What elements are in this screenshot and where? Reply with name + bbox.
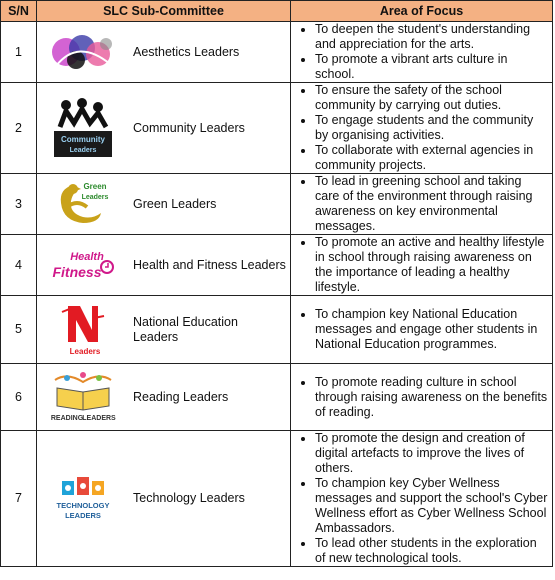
table-row (1, 431, 553, 567)
committee-cell (37, 22, 291, 83)
table-row (1, 83, 553, 174)
row-sn: 6 (1, 364, 37, 431)
focus-cell (291, 431, 553, 567)
table-row (1, 174, 553, 235)
focus-cell (291, 174, 553, 235)
table-row (1, 296, 553, 364)
row-sn: 3 (1, 174, 37, 235)
green-leaders-logo (43, 177, 123, 231)
focus-cell (291, 296, 553, 364)
committee-name: Technology Leaders (133, 491, 245, 505)
focus-cell (291, 83, 553, 174)
svg-text:LEADERS: LEADERS (65, 510, 101, 520)
focus-cell (291, 22, 553, 83)
technology-leaders-logo (43, 473, 123, 525)
committee-cell (37, 431, 291, 567)
committee-name: National Education Leaders (133, 314, 238, 344)
focus-item: • To promote reading culture in school through raising awareness on the benefits of reading. (315, 375, 548, 420)
row-sn: 5 (1, 296, 37, 364)
aesthetics-logo (43, 28, 123, 76)
committee-name: Reading Leaders (133, 389, 229, 404)
table-row (1, 364, 553, 431)
svg-text:READING: READING (50, 415, 84, 422)
committee-name: Health and Fitness Leaders (133, 257, 286, 272)
national-education-logo (43, 302, 123, 358)
committee-cell (37, 364, 291, 431)
svg-text:Leaders: Leaders (81, 194, 109, 201)
table-row (1, 22, 553, 83)
focus-item: • To ensure the safety of the school community by carrying out duties. (315, 83, 548, 113)
table-row (1, 235, 553, 296)
svg-text:TECHNOLOGY: TECHNOLOGY (56, 500, 110, 510)
header-row (1, 1, 553, 22)
header-focus: Area of Focus (291, 1, 553, 22)
row-sn: 1 (1, 22, 37, 83)
focus-item: • To promote the design and creation of digital artefacts to improve the lives of others. (315, 431, 548, 476)
header-sn: S/N (1, 1, 37, 22)
committee-cell (37, 235, 291, 296)
svg-text:Green: Green (83, 182, 107, 191)
health-fitness-logo (43, 241, 123, 289)
svg-text:Community: Community (61, 135, 105, 144)
focus-item: • To lead other students in the exploration of new technological tools. (315, 536, 548, 566)
focus-item: • To promote a vibrant arts culture in school. (315, 52, 548, 82)
focus-item: • To engage students and the community by organising activities. (315, 113, 548, 143)
row-sn: 7 (1, 431, 37, 567)
row-sn: 2 (1, 83, 37, 174)
focus-item: • To promote an active and healthy lifestyle in school through raising awareness on the importance of leading a healthy lifestyle. (315, 235, 548, 295)
focus-cell (291, 364, 553, 431)
svg-text:Leaders: Leaders (69, 147, 97, 154)
committee-cell (37, 83, 291, 174)
committee-cell (37, 296, 291, 364)
focus-item: • To champion key Cyber Wellness messages and support the school's Cyber Wellness effort as Cyber Wellness School Ambassadors. (315, 476, 548, 536)
focus-item: • To champion key National Education messages and engage other students in National Education programmes. (315, 307, 548, 352)
community-leaders-logo (43, 97, 123, 159)
row-sn: 4 (1, 235, 37, 296)
svg-text:LEADERS: LEADERS (82, 415, 116, 422)
svg-text:Fitness: Fitness (52, 264, 102, 280)
focus-cell (291, 235, 553, 296)
committee-cell (37, 174, 291, 235)
committee-name: Green Leaders (133, 196, 217, 211)
focus-item: • To deepen the student's understanding and appreciation for the arts. (315, 22, 548, 52)
committee-name: Community Leaders (133, 120, 245, 135)
focus-item: • To lead in greening school and taking care of the environment through raising awareness on key environmental messages. (315, 174, 548, 234)
header-committee: SLC Sub-Committee (37, 1, 291, 22)
svg-text:Leaders: Leaders (69, 346, 101, 356)
svg-text:Health: Health (70, 251, 104, 263)
committee-name: Aesthetics Leaders (133, 44, 240, 59)
reading-leaders-logo (43, 370, 123, 424)
focus-item: • To collaborate with external agencies in community projects. (315, 143, 548, 173)
